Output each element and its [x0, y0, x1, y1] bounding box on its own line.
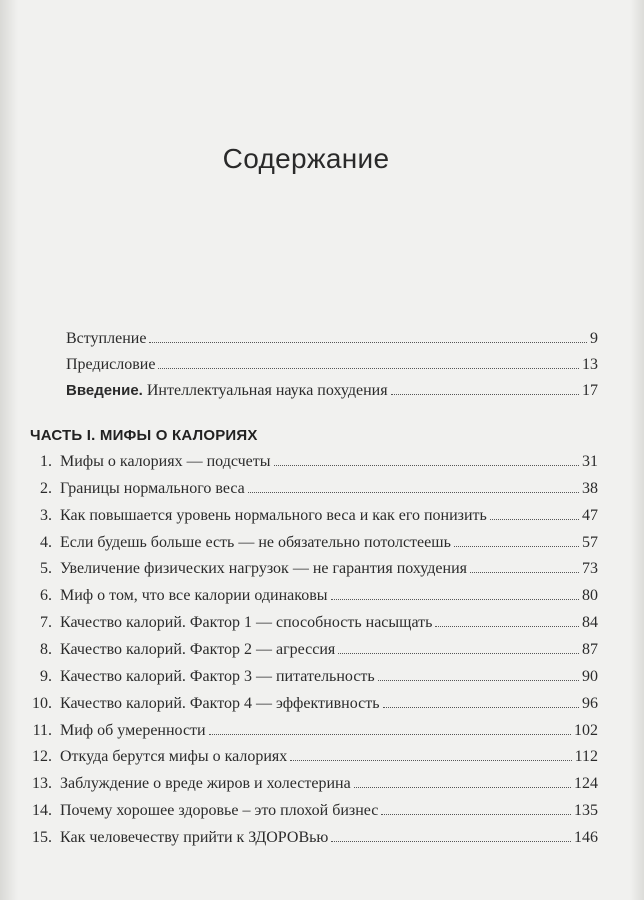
toc-chapter-entry [30, 560, 598, 584]
toc-chapter-label: Почему хорошее здоровье – это плохой бизнес [60, 802, 379, 820]
dot-leader [331, 598, 580, 600]
dot-leader [470, 571, 579, 573]
toc-chapter-entry [30, 534, 598, 558]
dot-leader [391, 393, 579, 395]
toc-chapter-page: 38 [582, 479, 598, 497]
part-heading: ЧАСТЬ I. МИФЫ О КАЛОРИЯХ [30, 427, 258, 444]
page-title: Содержание [222, 143, 390, 174]
toc-chapter-label: Заблуждение о вреде жиров и холестерина [60, 775, 351, 793]
toc-chapter-entry [30, 641, 598, 665]
toc-chapter-number: 3. [40, 506, 52, 524]
dot-leader [381, 813, 571, 815]
toc-entry-page: 9 [590, 330, 598, 347]
toc-chapter-page: 47 [582, 506, 598, 524]
toc-chapter-number: 15. [32, 828, 52, 846]
toc-chapter-number: 5. [40, 560, 52, 578]
toc-chapter-number: 8. [40, 640, 52, 658]
toc-entry-label [66, 382, 388, 400]
toc-chapter-number: 2. [40, 479, 52, 497]
toc-chapter-entry [30, 722, 598, 746]
toc-chapter-label: Качество калорий. Фактор 4 — эффективность [60, 694, 380, 712]
toc-entry-page: 17 [582, 382, 598, 399]
toc-entry-introduction [66, 382, 598, 406]
page-gutter-shadow [0, 0, 18, 900]
toc-chapter-number: 7. [40, 614, 52, 632]
toc-chapter-label: Мифы о калориях — подсчеты [60, 453, 271, 470]
toc-chapter-label: Качество калорий. Фактор 3 — питательность [60, 667, 375, 685]
toc-chapter-entry [30, 587, 598, 611]
dot-leader [248, 491, 579, 493]
dot-leader [338, 652, 579, 654]
toc-chapter-entry [30, 480, 598, 504]
toc-entry-label: Предисловие [66, 356, 156, 373]
toc-chapter-number: 13. [32, 775, 52, 793]
toc-chapter-label: Увеличение физических нагрузок — не гарантия похудения [60, 560, 467, 578]
toc-entry-preface [66, 356, 598, 380]
toc-chapter-page: 112 [574, 748, 598, 766]
toc-chapter-label: Как человечеству прийти к ЗДОРОВью [60, 828, 329, 846]
toc-entry-label: Вступление [66, 330, 147, 347]
toc-chapter-label: Качество калорий. Фактор 2 — агрессия [60, 640, 336, 658]
dot-leader [435, 625, 579, 627]
toc-chapter-page: 84 [582, 614, 598, 632]
toc-chapter-label: Миф о том, что все калории одинаковы [60, 587, 328, 605]
toc-chapter-page: 102 [574, 721, 598, 739]
toc-chapter-number: 10. [32, 694, 52, 712]
dot-leader [454, 545, 579, 547]
toc-chapter-page: 146 [574, 828, 598, 846]
toc-entry-label-bold: Введение. [66, 382, 143, 399]
toc-chapter-entry [30, 802, 598, 826]
toc-chapter-entry [30, 748, 598, 772]
toc-chapter-number: 4. [40, 533, 52, 551]
dot-leader [354, 786, 571, 788]
dot-leader [331, 840, 571, 842]
toc-chapter-label: Качество калорий. Фактор 1 — способность насыщать [60, 614, 433, 632]
dot-leader [149, 341, 587, 343]
toc-chapter-number: 12. [32, 748, 52, 766]
page-edge-shadow [630, 0, 644, 900]
toc-chapter-number: 9. [40, 667, 52, 685]
toc-chapter-page: 135 [574, 802, 598, 820]
dot-leader [209, 733, 571, 735]
toc-chapter-label: Если будешь больше есть — не обязательно потолстеешь [60, 533, 451, 551]
dot-leader [378, 679, 579, 681]
toc-chapter-page: 124 [574, 775, 598, 793]
toc-chapter-page: 90 [582, 667, 598, 685]
toc-chapter-number: 1. [40, 453, 52, 470]
toc-entry-foreword [66, 330, 598, 354]
toc-chapter-label: Миф об умеренности [60, 721, 206, 739]
toc-chapter-entry [30, 614, 598, 638]
dot-leader [274, 464, 580, 466]
toc-chapter-number: 6. [40, 587, 52, 605]
toc-entry-page: 13 [582, 356, 598, 373]
dot-leader [158, 367, 579, 369]
toc-chapter-page: 87 [582, 640, 598, 658]
toc-chapter-label: Как повышается уровень нормального веса и как его понизить [60, 506, 487, 524]
toc-chapter-number: 11. [32, 721, 52, 739]
dot-leader [383, 706, 579, 708]
toc-chapter-label: Откуда берутся мифы о калориях [60, 748, 288, 766]
dot-leader [290, 759, 571, 761]
toc-chapter-page: 73 [582, 560, 598, 578]
toc-chapter-number: 14. [32, 802, 52, 820]
toc-chapter-page: 80 [582, 587, 598, 605]
toc-chapter-page: 96 [582, 694, 598, 712]
toc-chapter-page: 57 [582, 533, 598, 551]
toc-chapter-entry [30, 695, 598, 719]
toc-chapter-entry [30, 829, 598, 853]
toc-chapter-entry [30, 668, 598, 692]
toc-chapter-label: Границы нормального веса [60, 479, 245, 497]
toc-chapter-entry [30, 775, 598, 799]
toc-chapter-entry [30, 453, 598, 477]
dot-leader [490, 518, 579, 520]
toc-chapter-page: 31 [582, 453, 598, 470]
toc-entry-label-text: Интеллектуальная наука похудения [142, 382, 388, 399]
toc-chapter-entry [30, 507, 598, 531]
